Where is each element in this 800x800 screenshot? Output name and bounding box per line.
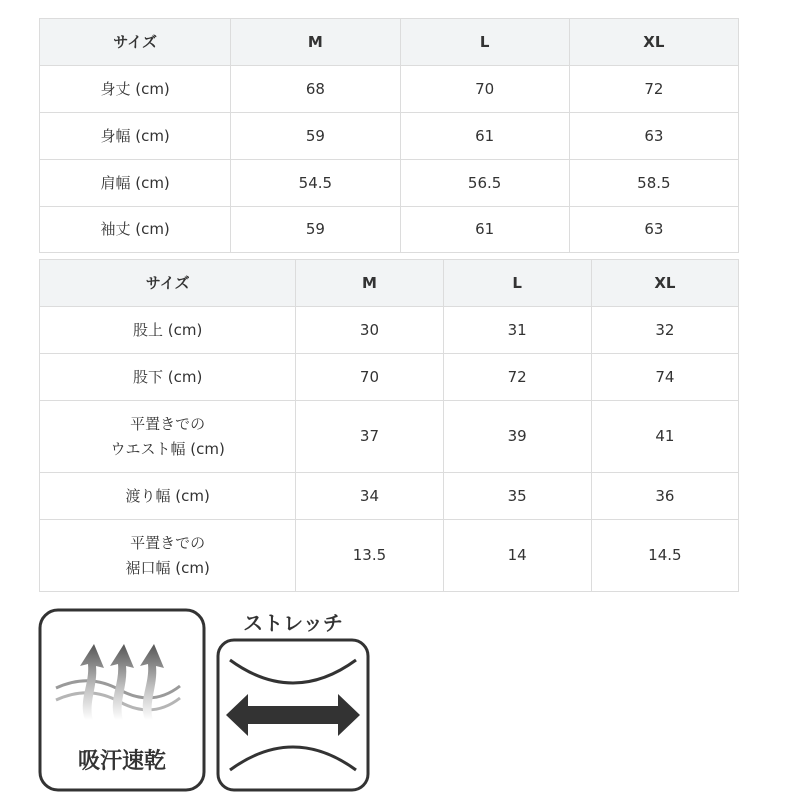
measurement-label-line: 股上 (cm): [133, 320, 203, 339]
measurement-label: [40, 207, 231, 253]
measurement-value: 59: [231, 113, 400, 160]
table-row: [40, 66, 739, 113]
measurement-value: 72: [443, 354, 591, 401]
stretch-label: ストレッチ: [243, 611, 343, 635]
measurement-value: 32: [591, 307, 738, 354]
measurement-value: 14.5: [591, 520, 738, 592]
measurement-value: 58.5: [569, 160, 738, 207]
table-row: [40, 113, 739, 160]
measurement-value: 56.5: [400, 160, 569, 207]
measurement-value: 30: [296, 307, 443, 354]
measurement-label: [40, 113, 231, 160]
header-size-xl: XL: [591, 260, 738, 307]
measurement-value: 72: [569, 66, 738, 113]
table-row: [40, 207, 739, 253]
top-size-table: [39, 18, 739, 253]
measurement-value: 63: [569, 113, 738, 160]
table-row: [40, 473, 739, 520]
header-row: [40, 260, 739, 307]
measurement-label-line: 股下 (cm): [133, 367, 203, 386]
measurement-value: 63: [569, 207, 738, 253]
measurement-value: 36: [591, 473, 738, 520]
measurement-value: 39: [443, 401, 591, 473]
header-size-l: L: [400, 19, 569, 66]
stretch-badge: [214, 606, 372, 794]
measurement-value: 13.5: [296, 520, 443, 592]
quick-dry-badge: [38, 608, 206, 792]
measurement-label-line: 渡り幅 (cm): [125, 486, 210, 505]
measurement-label-line: 肩幅 (cm): [100, 173, 170, 192]
measurement-value: 34: [296, 473, 443, 520]
quick-dry-label: 吸汗速乾: [77, 749, 167, 774]
measurement-label: [40, 160, 231, 207]
measurement-label-line: 袖丈 (cm): [100, 220, 170, 238]
header-size-label: サイズ: [40, 19, 231, 66]
measurement-label: [40, 473, 296, 520]
measurement-label-line: 平置きでの: [130, 533, 206, 552]
measurement-value: 14: [443, 520, 591, 592]
measurement-value: 70: [400, 66, 569, 113]
table-row: [40, 307, 739, 354]
measurement-value: 35: [443, 473, 591, 520]
table-row: [40, 520, 739, 592]
measurement-label: [40, 354, 296, 401]
measurement-value: 74: [591, 354, 738, 401]
measurement-value: 61: [400, 207, 569, 253]
table-row: [40, 354, 739, 401]
table-row: [40, 160, 739, 207]
measurement-label: [40, 520, 296, 592]
measurement-value: 54.5: [231, 160, 400, 207]
measurement-label-line: 身幅 (cm): [100, 126, 170, 145]
measurement-value: 61: [400, 113, 569, 160]
header-size-label: サイズ: [40, 260, 296, 307]
table-row: [40, 401, 739, 473]
measurement-value: 68: [231, 66, 400, 113]
header-size-m: M: [231, 19, 400, 66]
measurement-value: 37: [296, 401, 443, 473]
header-size-xl: XL: [569, 19, 738, 66]
bottom-size-table: [39, 259, 739, 592]
measurement-value: 59: [231, 207, 400, 253]
measurement-label: [40, 66, 231, 113]
measurement-label: [40, 401, 296, 473]
header-size-m: M: [296, 260, 443, 307]
measurement-label: [40, 307, 296, 354]
measurement-label-line: 平置きでの: [130, 414, 206, 433]
header-row: [40, 19, 739, 66]
measurement-label-line: ウエスト幅 (cm): [110, 439, 225, 458]
measurement-label-line: 裾口幅 (cm): [125, 558, 210, 577]
measurement-value: 70: [296, 354, 443, 401]
measurement-value: 41: [591, 401, 738, 473]
measurement-label-line: 身丈 (cm): [100, 79, 170, 98]
measurement-value: 31: [443, 307, 591, 354]
header-size-l: L: [443, 260, 591, 307]
